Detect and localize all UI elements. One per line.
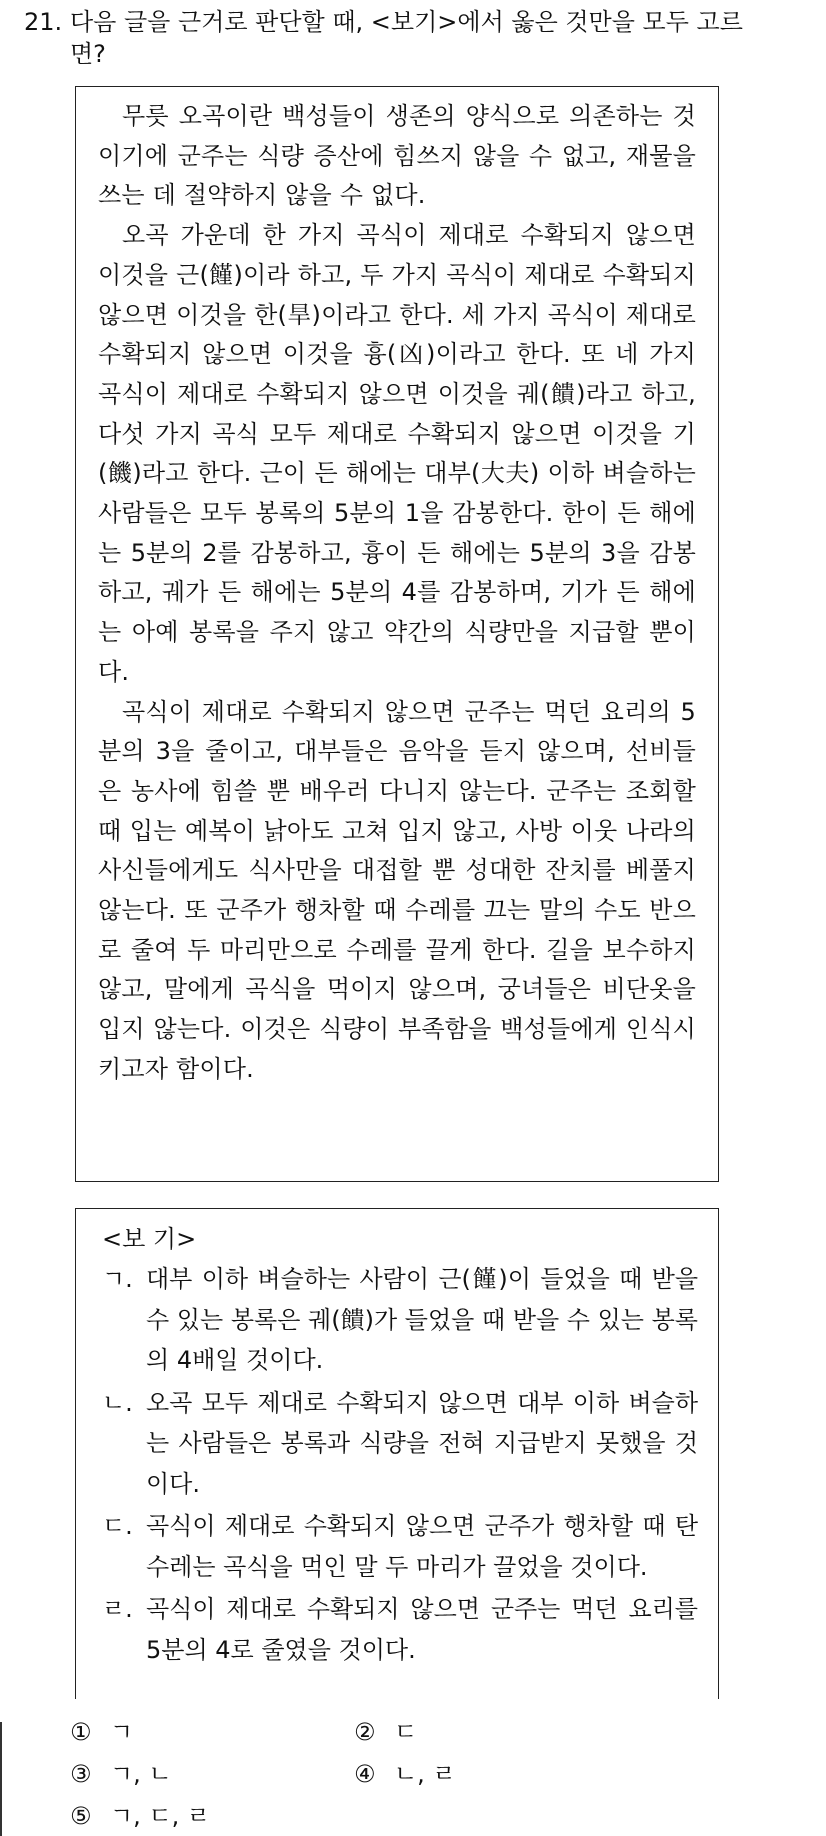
bogi-title: <보 기>	[102, 1225, 197, 1253]
question-stem: 다음 글을 근거로 판단할 때, <보기>에서 옳은 것만을 모두 고르면?	[70, 8, 743, 68]
choice-number: ①	[70, 1718, 92, 1746]
choice-text: ㄱ	[110, 1718, 134, 1746]
bogi-item-giyeok	[102, 1259, 698, 1381]
passage-paragraph: 곡식이 제대로 수확되지 않으면 군주는 먹던 요리의 5분의 3을 줄이고, 대부들은 음악을 듣지 않으며, 선비들은 농사에 힘쓸 뿐 배우러 다니지 않는다. 군주는 조회할 때 입는 예복이 낡아도 고쳐 입지 않고, 사방 이웃 나라의 사신들에게도 식사만을 대접할 뿐 성대한 잔치를 베풀지 않는다. 또 군주가 행차할 때 수레를 끄는 말의 수도 반으로 줄여 두 마리만으로 수레를 끌게 한다. 길을 보수하지 않고, 말에게 곡식을 먹이지 않으며, 궁녀들은 비단옷을 입지 않는다. 이것은 식량이 부족함을 백성들에게 인식시키고자 함이다.	[98, 697, 696, 1083]
choice-number: ④	[354, 1760, 376, 1788]
bogi-item-text: 곡식이 제대로 수확되지 않으면 군주는 먹던 요리를 5분의 4로 줄였을 것이다.	[146, 1595, 698, 1664]
bogi-item-mark: ㄱ.	[102, 1265, 133, 1293]
bogi-item-rieul	[102, 1589, 698, 1670]
choice-number: ②	[354, 1718, 376, 1746]
bogi-item-text: 오곡 모두 제대로 수확되지 않으면 대부 이하 벼슬하는 사람들은 봉록과 식량을 전혀 지급받지 못했을 것이다.	[146, 1388, 698, 1498]
choice-5[interactable]	[70, 1796, 210, 1836]
bogi-item-mark: ㄹ.	[102, 1595, 133, 1623]
question-header	[24, 6, 764, 70]
passage-box	[75, 86, 719, 1182]
bogi-item-nieun	[102, 1383, 698, 1505]
passage-paragraph: 오곡 가운데 한 가지 곡식이 제대로 수확되지 않으면 이것을 근(饉)이라 하고, 두 가지 곡식이 제대로 수확되지 않으면 이것을 한(旱)이라고 한다. 세 가지 곡식이 제대로 수확되지 않으면 이것을 흉(凶)이라고 한다. 또 네 가지 곡식이 제대로 수확되지 않으면 이것을 궤(饋)라고 하고, 다섯 가지 곡식 모두 제대로 수확되지 않으면 이것을 기(饑)라고 한다. 근이 든 해에는 대부(大夫) 이하 벼슬하는 사람들은 모두 봉록의 5분의 1을 감봉한다. 한이 든 해에는 5분의 2를 감봉하고, 흉이 든 해에는 5분의 3을 감봉하고, 궤가 든 해에는 5분의 4를 감봉하며, 기가 든 해에는 아예 봉록을 주지 않고 약간의 식량만을 지급할 뿐이다.	[98, 221, 696, 686]
choice-4[interactable]	[354, 1754, 456, 1794]
choice-text: ㄴ, ㄹ	[394, 1760, 456, 1788]
choice-1[interactable]	[70, 1712, 133, 1752]
bogi-item-text: 곡식이 제대로 수확되지 않으면 군주가 행차할 때 탄 수레는 곡식을 먹인 말 두 마리가 끌었을 것이다.	[146, 1512, 698, 1581]
choice-text: ㄷ	[394, 1718, 418, 1746]
answer-choices	[70, 1712, 770, 1832]
bogi-item-text: 대부 이하 벼슬하는 사람이 근(饉)이 들었을 때 받을 수 있는 봉록은 궤(饋)가 들었을 때 받을 수 있는 봉록의 4배일 것이다.	[146, 1265, 698, 1374]
bogi-item-mark: ㄷ.	[102, 1512, 133, 1540]
choice-text: ㄱ, ㄷ, ㄹ	[110, 1802, 211, 1830]
choice-text: ㄱ, ㄴ	[110, 1760, 172, 1788]
margin-rule	[0, 1722, 2, 1836]
choice-2[interactable]	[354, 1712, 417, 1752]
bogi-box	[75, 1208, 719, 1699]
bogi-item-mark: ㄴ.	[102, 1388, 133, 1417]
question-number: 21.	[24, 8, 63, 36]
passage-paragraph: 무릇 오곡이란 백성들이 생존의 양식으로 의존하는 것이기에 군주는 식량 증산에 힘쓰지 않을 수 없고, 재물을 쓰는 데 절약하지 않을 수 없다.	[98, 102, 696, 210]
choice-3[interactable]	[70, 1754, 172, 1794]
choice-number: ③	[70, 1760, 92, 1788]
bogi-item-digeut	[102, 1506, 698, 1587]
choice-number: ⑤	[70, 1802, 92, 1830]
